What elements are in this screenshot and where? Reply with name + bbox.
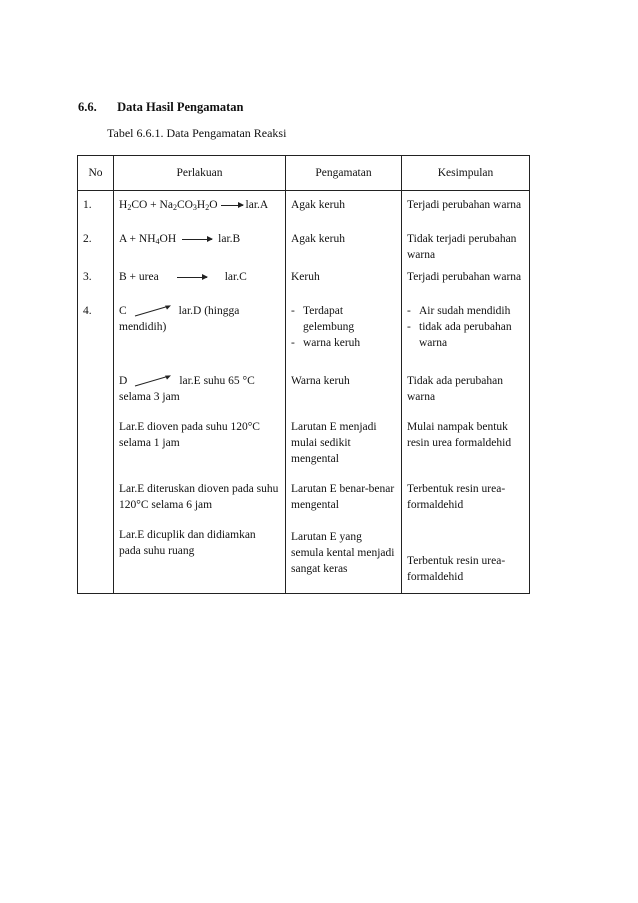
reactant-text: D	[119, 375, 128, 387]
pengamatan-cell: Keruh	[286, 263, 402, 297]
kesimpulan-cell: Tidak ada perubahan warna	[402, 359, 530, 405]
reaction-arrow-icon	[135, 305, 171, 317]
product-text: lar.E suhu 65 °C	[179, 375, 255, 387]
header-no: No	[78, 156, 114, 191]
reaction-arrow-icon	[177, 277, 207, 278]
pengamatan-cell: Larutan E menjadi mulai sedikit mengental	[286, 405, 402, 467]
table-row	[78, 297, 530, 359]
observation-table	[77, 155, 530, 594]
kesimpulan-cell: Mulai nampak bentuk resin urea formaldehid	[402, 405, 530, 467]
section-number: 6.6.	[78, 100, 97, 114]
formula-text: $H_2CO + Na_2CO_3H_2O$	[119, 199, 218, 212]
row-number: 3.	[78, 263, 114, 297]
continuation-text: selama 3 jam	[119, 391, 180, 403]
row-number: 1.	[78, 191, 114, 226]
product-text: lar.B	[218, 233, 241, 245]
kesimpulan-cell: Terbentuk resin urea-formaldehid	[402, 513, 530, 594]
perlakuan-cell	[114, 225, 286, 263]
row-number	[78, 359, 114, 405]
list-item: - Air sudah mendidih	[407, 305, 511, 317]
header-perlakuan: Perlakuan	[114, 156, 286, 191]
perlakuan-cell: Lar.E dioven pada suhu 120°C selama 1 jam	[114, 405, 286, 467]
perlakuan-cell: Lar.E dicuplik dan didiamkan pada suhu ruang	[114, 513, 286, 594]
pengamatan-cell: Warna keruh	[286, 359, 402, 405]
pengamatan-cell	[286, 297, 402, 359]
table-caption: Tabel 6.6.1. Data Pengamatan Reaksi	[107, 126, 287, 140]
row-number	[78, 405, 114, 467]
pengamatan-cell: Agak keruh	[286, 191, 402, 226]
table-row	[78, 405, 530, 467]
reactant-text: C	[119, 305, 127, 317]
perlakuan-cell	[114, 263, 286, 297]
row-number	[78, 513, 114, 594]
product-text: lar.A	[245, 199, 269, 211]
row-number: 4.	[78, 297, 114, 359]
section-title: Data Hasil Pengamatan	[117, 100, 244, 114]
header-pengamatan: Pengamatan	[286, 156, 402, 191]
perlakuan-cell	[114, 191, 286, 226]
row-number	[78, 467, 114, 513]
table-row	[78, 191, 530, 226]
table-row	[78, 467, 530, 513]
kesimpulan-cell: Tidak terjadi perubahan warna	[402, 225, 530, 263]
perlakuan-cell	[114, 297, 286, 359]
table-header-row	[78, 156, 530, 191]
list-item: - Terdapat gelembung	[291, 305, 355, 333]
continuation-text: mendidih)	[119, 321, 167, 333]
header-kesimpulan: Kesimpulan	[402, 156, 530, 191]
kesimpulan-cell	[402, 297, 530, 359]
list-item: - tidak ada perubahan warna	[407, 321, 512, 349]
pengamatan-cell: Larutan E benar-benar mengental	[286, 467, 402, 513]
section-heading	[78, 100, 244, 115]
pengamatan-cell: Larutan E yang semula kental menjadi sangat keras	[286, 513, 402, 594]
kesimpulan-cell: Terbentuk resin urea-formaldehid	[402, 467, 530, 513]
table-row	[78, 263, 530, 297]
pengamatan-cell: Agak keruh	[286, 225, 402, 263]
perlakuan-cell	[114, 359, 286, 405]
table-row	[78, 513, 530, 594]
reactant-text: B + urea	[119, 271, 159, 283]
reaction-arrow-icon	[221, 205, 243, 206]
formula-text: $A + NH_4OH$	[119, 233, 177, 246]
reaction-arrow-icon	[182, 239, 212, 240]
kesimpulan-cell: Terjadi perubahan warna	[402, 191, 530, 226]
product-text: lar.C	[224, 271, 247, 283]
row-number: 2.	[78, 225, 114, 263]
reaction-arrow-icon	[135, 375, 171, 387]
table-row	[78, 359, 530, 405]
list-item: - warna keruh	[291, 337, 361, 349]
product-text: lar.D (hingga	[178, 305, 240, 317]
kesimpulan-cell: Terjadi perubahan warna	[402, 263, 530, 297]
perlakuan-cell: Lar.E diteruskan dioven pada suhu 120°C selama 6 jam	[114, 467, 286, 513]
table-row	[78, 225, 530, 263]
